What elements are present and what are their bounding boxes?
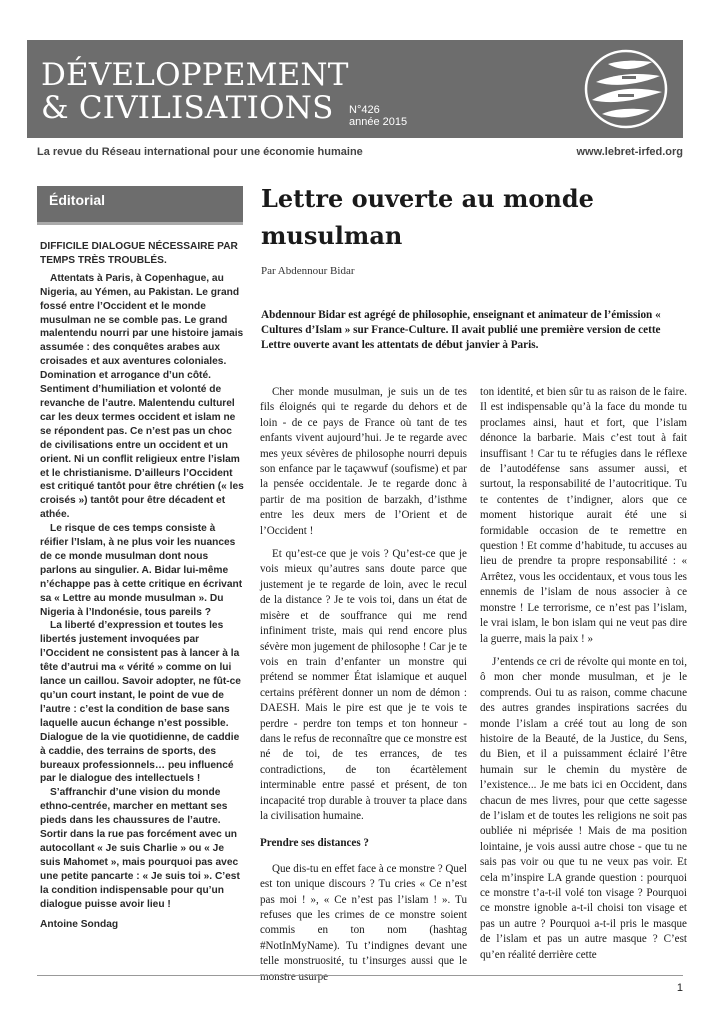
- issue-year: année 2015: [349, 116, 408, 128]
- issue-number: N°426: [349, 104, 380, 116]
- website-link[interactable]: www.lebret-irfed.org: [576, 146, 683, 158]
- article-column-left: [260, 385, 467, 985]
- article-paragraph: J’entends ce cri de révolte qui monte en toi, ô mon cher monde musulman, et je le comprends. Oui tu as raison, comme chacune des autres grandes inspirations sacrées du monde l’islam a créé tout au long de son histoire de la Beauté, de la Justice, du Sens, du Bien, et il a puissamment éclairé l’être humain sur le chemin du mystère de l’existence... Je me bats ici en Occident, dans chacun de mes livres, pour que cette sagesse de l’islam et de toutes les religions ne soit pas oubliée ni méprisée ! Mais de ma position lointaine, je vois aussi autre chose - que tu ne sais pas voir ou que tu ne veux pas voir. Et cela m’inspire LA grande question : pourquoi ce monstre t’a-t-il volé ton visage ? Pourquoi ce monstre ignoble a-t-il choisi ton visage et pas un autre ? Pourquoi a-t-il pris le masque de l’islam et pas un autre masque ? C’est qu’en réalité derrière cette: [480, 655, 687, 961]
- editorial-heading: DIFFICILE DIALOGUE NÉCESSAIRE PAR TEMPS TRÈS TROUBLÉS.: [40, 241, 238, 266]
- leaf-hand-logo-icon: [582, 48, 670, 130]
- tagline: La revue du Réseau international pour une économie humaine: [37, 146, 363, 158]
- article-paragraph: Que dis-tu en effet face à ce monstre ? Quel est ton unique discours ? Tu cries « Ce n’est pas moi ! », « Ce n’est pas l’islam ! ». Tu refuses que les crimes de ce monstre soient commis en ton nom (hashtag #NotInMyName). Tu t’indignes devant une telle monstruosité, tu t’insurges aussi que le monstre usurpe: [260, 862, 467, 983]
- footer-divider: [37, 975, 683, 976]
- article-subheading: Prendre ses distances ?: [260, 837, 369, 850]
- magazine-title-line1: DÉVELOPPEMENT: [41, 57, 349, 93]
- editorial-paragraph: Attentats à Paris, à Copenhague, au Nigeria, au Yémen, au Pakistan. Le grand fossé entre l’Occident et le monde musulman ne se comble pas. Le grand malentendu nourri par une histoire jamais assumée : des conquêtes arabes aux croisades et aux aventures coloniales. Domination et arrogance d’un côté. Sentiment d’humiliation et volonté de revanche de l’autre. Malentendu culturel car les deux termes occident et islam ne se répondent pas. Ce n’est pas un choc de civilisations entre un occident et un orient. Ni un conflit religieux entre l’islam et le christianisme. D’ailleurs l’Occident est critiqué tantôt pour être chrétien (« les croisés ») tantôt pour être décadent et athée.: [40, 272, 244, 521]
- article-byline: Par Abdennour Bidar: [261, 265, 355, 277]
- page-number: 1: [676, 982, 683, 994]
- editorial-paragraph: S’affranchir d’une vision du monde ethno-centrée, marcher en mettant ses pieds dans les chaussures de l’autre. Sortir dans la rue pas forcément avec un autocollant « Je suis Charlie » ou « Je suis Mahomet », mais pourquoi pas avec une petite pancarte : « Je suis toi ». C’est la condition indispensable pour qu’un dialogue puisse avoir lieu !: [40, 787, 240, 910]
- article-paragraph: Et qu’est-ce que je vois ? Qu’est-ce que je vois mieux qu’autres sans doute parce que justement je te regarde de loin, avec le recul de la distance ? Je te vois toi, dans un état de misère et de souffrance qui me rend infiniment triste, mais qui rend encore plus sévère mon jugement de philosophe ! Car je te vois en train d’enfanter un monstre qui prétend se nommer État islamique et auquel certains préfèrent donner un nom de démon : DAESH. Mais le pire est que je te vois te perdre - perdre ton temps et ton honneur - dans le refus de reconnaître que ce monstre est né de toi, de tes errances, de tes contradictions, de ton écartèlement interminable entre passé et présent, de ton incapacité trop durable à trouver ta place dans la civilisation humaine.: [260, 548, 467, 822]
- article-paragraph: Cher monde musulman, je suis un de tes fils éloignés qui te regarde du dehors et de loin - de ce pays de France où tant de tes enfants vivent aujourd’hui. Je te regarde avec mes yeux sévères de philosophe nourri depuis son enfance par le taçawwuf (soufisme) et par la pensée occidentale. Je te regarde donc à partir de ma position de barzakh, d’isthme entre les deux mers de l’Orient et de l’Occident !: [260, 386, 467, 537]
- article-paragraph: ton identité, et bien sûr tu as raison de le faire. Il est indispensable qu’à la face du monde tu proclames ainsi, haut et fort, que l’islam dénonce la barbarie. Mais c’est tout à fait insuffisant ! Car tu te réfugies dans le réflexe de l’autodéfense sans assumer aussi, et surtout, la responsabilité de l’autocritique. Tu te contentes de t’indigner, alors que ce moment historique aurait été une si formidable occasion de te remettre en question ! Et comme d’habitude, tu accuses au lieu de prendre ta propre responsabilité : « Arrêtez, vous les occidentaux, et vous tous les ennemis de l’islam de nous associer à ce monstre ! Le terrorisme, ce n’est pas l’islam, le vrai islam, le bon islam qui ne veut pas dire la guerre, mais la paix ! »: [480, 386, 687, 645]
- editorial-label-box: [37, 186, 243, 225]
- editorial-signature: Antoine Sondag: [40, 918, 119, 930]
- editorial-label: Éditorial: [49, 192, 106, 208]
- issue-info: [349, 104, 407, 128]
- magazine-title-line2: & CIVILISATIONS: [41, 90, 334, 126]
- article-title: Lettre ouverte au monde musulman: [261, 184, 594, 250]
- editorial-paragraph: La liberté d’expression et toutes les libertés justement invoquées par l’Occident ne consistent pas à lancer à la tête d’autrui ma « vérité » comme on lui lance un caillou. Savoir adopter, ne fût-ce qu’un court instant, le point de vue de l’autre : c’est la condition de base sans laquelle aucun échange n’est possible. Dialogue de la vie quotidienne, de caddie à caddie, des terrains de sports, des bureaux professionnels… peu influencé par le dialogue des intellectuels !: [40, 620, 241, 785]
- editorial-column: [40, 240, 246, 931]
- magazine-title: [41, 59, 349, 125]
- article-column-right: [480, 385, 687, 963]
- article-lead: Abdennour Bidar est agrégé de philosophie, enseignant et animateur de l’émission « Cultures d’Islam » sur France-Culture. Il avait publié une première version de cette Lettre ouverte avant les attentats de début janvier à Paris.: [261, 309, 661, 351]
- editorial-paragraph: Le risque de ces temps consiste à réifier l’Islam, à ne plus voir les nuances de ce monde musulman dont nous parlons au singulier. A. Bidar lui-même n’échappe pas à cette critique en écrivant sa « Lettre au monde musulman ». Du Nigeria à l’Indonésie, tous pareils ?: [40, 523, 243, 618]
- masthead-banner: [27, 40, 683, 138]
